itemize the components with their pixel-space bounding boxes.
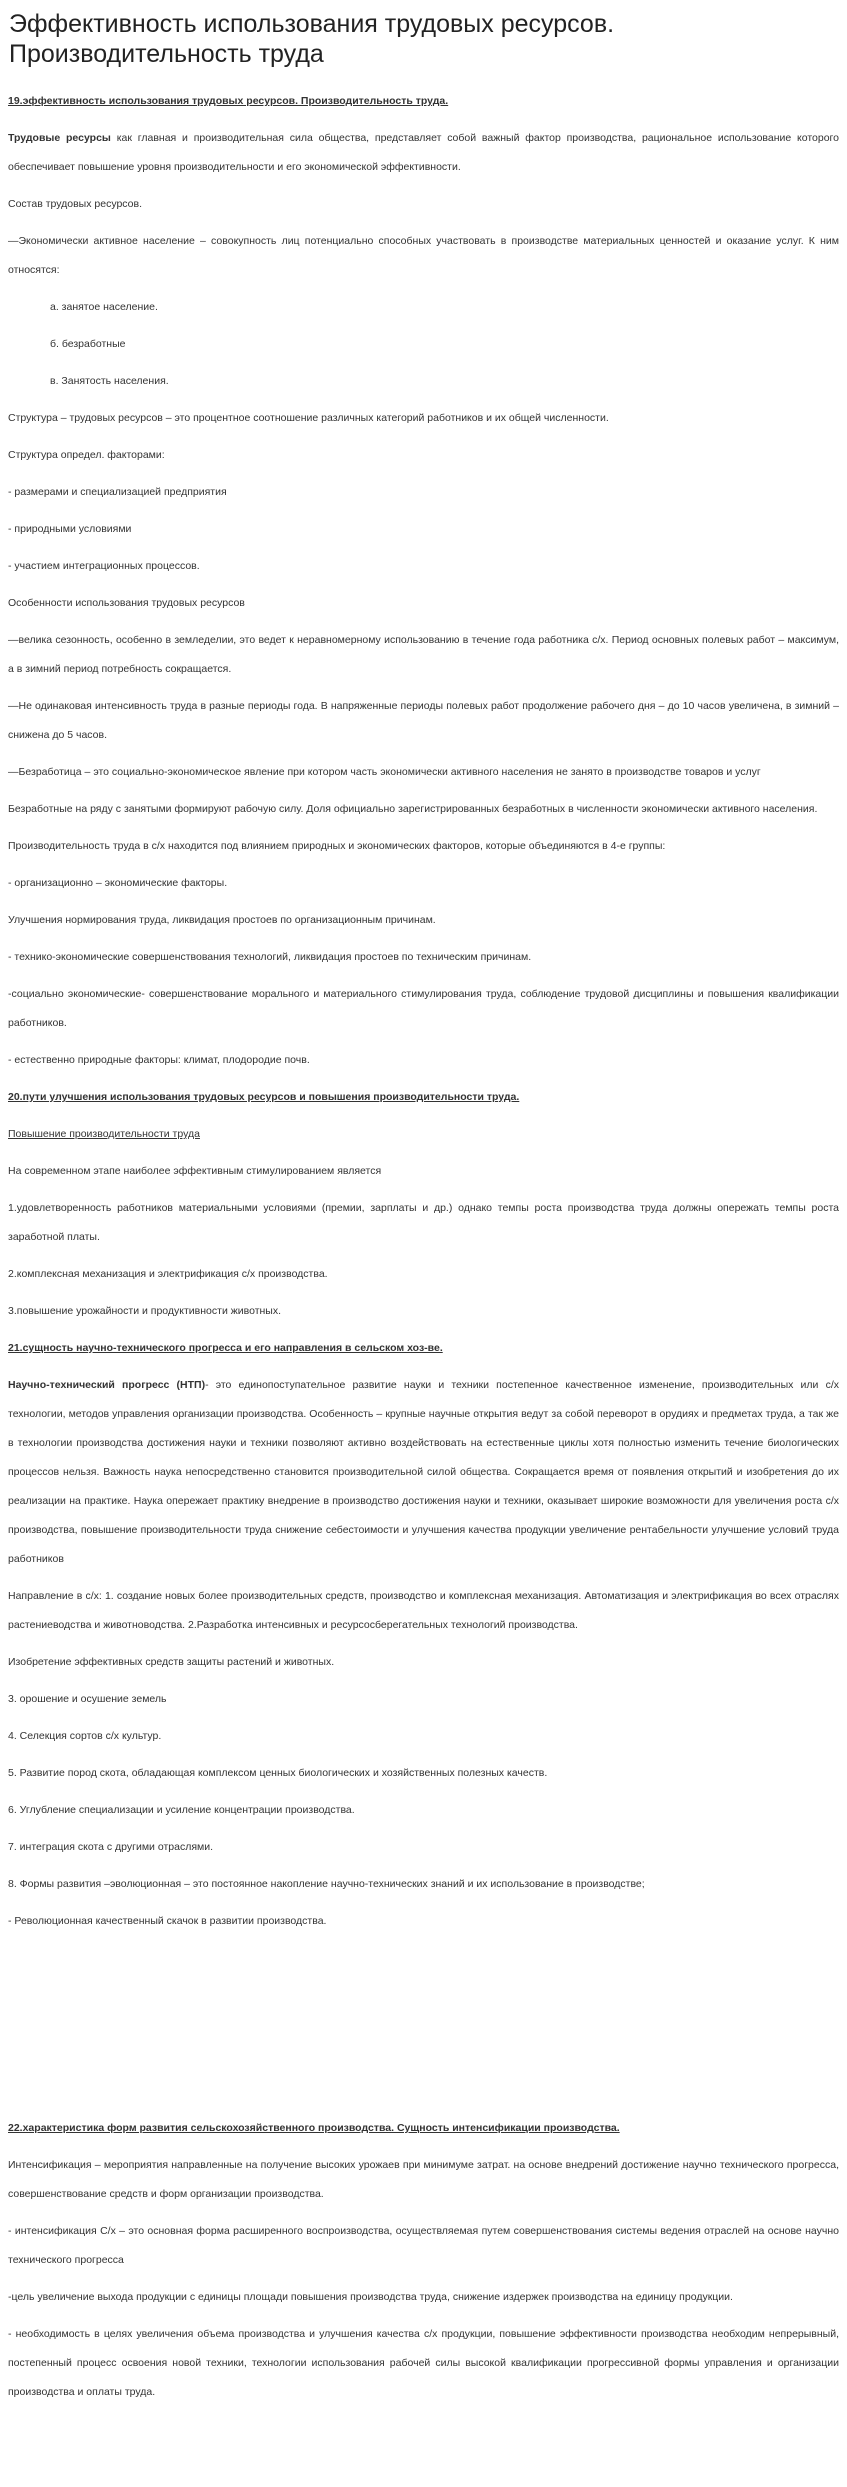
page-title: Эффективность использования трудовых ресурсов. Производительность труда <box>9 10 615 68</box>
paragraph: -цель увеличение выхода продукции с единицы площади повышения производства труда, снижение издержек производства на единицу продукции. <box>8 2291 733 2303</box>
paragraph: - естественно природные факторы: климат, плодородие почв. <box>8 1054 310 1066</box>
paragraph: 5. Развитие пород скота, обладающая комплексом ценных биологических и хозяйственных полезных качеств. <box>8 1767 548 1779</box>
paragraph: Состав трудовых ресурсов. <box>8 198 142 210</box>
term-bold: Научно-технический прогресс (НТП) <box>8 1379 206 1391</box>
section-heading: 19.эффективность использования трудовых ресурсов. Производительность труда. <box>8 95 449 107</box>
list-item: а. занятое население. <box>50 301 158 313</box>
list-item: б. безработные <box>50 338 126 350</box>
paragraph: —велика сезонность, особенно в земледелии, это ведет к неравномерному использованию в течение года работника с/х. Период основных полевых работ – максимум, а в зимний период потребность сокращается. <box>8 634 839 675</box>
blank-space <box>8 1944 839 2114</box>
paragraph: Особенности использования трудовых ресурсов <box>8 597 245 609</box>
subheading: Повышение производительности труда <box>8 1128 200 1140</box>
paragraph: -социально экономические- совершенствование морального и материального стимулирования труда, соблюдение трудовой дисциплины и повышения квалификации работников. <box>8 988 839 1029</box>
paragraph: Улучшения нормирования труда, ликвидация простоев по организационным причинам. <box>8 914 436 926</box>
paragraph-text: - это единопоступательное развитие науки и техники постепенное качественное изменение, производительных или с/х технологии, методов управления организации производства. Особенность – крупные научные открытия ведут за собой переворот в орудиях и предметах труда, а так же в технологии производства достижения науки и техники позволяют активно воздействовать на естественные циклы хотя полностью изменить течение биологических процессов нельзя. Важность наука непосредственно становится производительной силой общества. Сокращается время от появления открытий и изобретения до их реализации на практике. Наука опережает практику внедрение в производство достижения науки и техники, оказывает широкие возможности для увеличения роста с/х производства, повышение производительности труда снижение себестоимости и улучшения качества продукции увеличение рентабельности улучшение условий труда работников <box>8 1379 839 1565</box>
paragraph: Безработные на ряду с занятыми формируют рабочую силу. Доля официально зарегистрированных безработных в численности экономически активного населения. <box>8 803 818 815</box>
paragraph: - природными условиями <box>8 523 132 535</box>
paragraph: 2.комплексная механизация и электрификация с/х производства. <box>8 1268 328 1280</box>
paragraph: Интенсификация – мероприятия направленные на получение высоких урожаев при минимуме затрат. на основе внедрений достижение научно технического прогресса, совершенствование средств и форм организации производства. <box>8 2159 839 2200</box>
paragraph: 7. интеграция скота с другими отраслями. <box>8 1841 214 1853</box>
paragraph <box>8 124 839 182</box>
paragraph: - необходимость в целях увеличения объема производства и улучшения качества с/х продукции, повышение эффективности производства необходим непрерывный, постепенный процесс освоения новой техники, технологии использования рабочей силы высокой квалификации прогрессивной формы управления и организации производства и оплаты труда. <box>8 2328 839 2398</box>
list-item: в. Занятость населения. <box>50 375 169 387</box>
paragraph: Направление в с/х: 1. создание новых более производительных средств, производство и комплексная механизация. Автоматизация и электрификация во всех отраслях растениеводства и животноводства. 2.Разработка интенсивных и ресурсосберегательных технологий производства. <box>8 1590 839 1631</box>
paragraph: 6. Углубление специализации и усиление концентрации производства. <box>8 1804 355 1816</box>
section-heading: 21.сущность научно-технического прогресса и его направления в сельском хоз-ве. <box>8 1342 443 1354</box>
paragraph-text: как главная и производительная сила общества, представляет собой важный фактор производства, рациональное использование которого обеспечивает повышение уровня производительности и его экономической эффективности. <box>8 132 839 173</box>
paragraph: —Безработица – это социально-экономическое явление при котором часть экономически активного населения не занято в производстве товаров и услуг <box>8 766 761 778</box>
paragraph: Структура определ. факторами: <box>8 449 165 461</box>
paragraph: - размерами и специализацией предприятия <box>8 486 227 498</box>
paragraph: - интенсификация С/х – это основная форма расширенного воспроизводства, осуществляемая путем совершенствования системы ведения отраслей на основе научно технического прогресса <box>8 2225 839 2266</box>
paragraph: - организационно – экономические факторы. <box>8 877 228 889</box>
section-heading: 22.характеристика форм развития сельскохозяйственного производства. Сущность интенсификации производства. <box>8 2122 620 2134</box>
paragraph: - технико-экономические совершенствования технологий, ликвидация простоев по техническим причинам. <box>8 951 532 963</box>
paragraph: 3.повышение урожайности и продуктивности животных. <box>8 1305 282 1317</box>
paragraph: - Революционная качественный скачок в развитии производства. <box>8 1915 327 1927</box>
section-heading: 20.пути улучшения использования трудовых ресурсов и повышения производительности труда. <box>8 1091 520 1103</box>
paragraph: 1.удовлетворенность работников материальными условиями (премии, зарплаты и др.) однако темпы роста производства труда должны опережать темпы роста заработной платы. <box>8 1202 839 1243</box>
term-bold: Трудовые ресурсы <box>8 132 111 144</box>
paragraph: Изобретение эффективных средств защиты растений и животных. <box>8 1656 335 1668</box>
paragraph: 4. Селекция сортов с/х культур. <box>8 1730 162 1742</box>
paragraph: 3. орошение и осушение земель <box>8 1693 167 1705</box>
document-body <box>8 87 839 2407</box>
paragraph: 8. Формы развития –эволюционная – это постоянное накопление научно-технических знаний и их использование в производстве; <box>8 1878 645 1890</box>
paragraph: На современном этапе наиболее эффективным стимулированием является <box>8 1165 382 1177</box>
paragraph: Структура – трудовых ресурсов – это процентное соотношение различных категорий работников и их общей численности. <box>8 412 609 424</box>
paragraph <box>8 1371 839 1574</box>
paragraph: —Не одинаковая интенсивность труда в разные периоды года. В напряженные периоды полевых работ продолжение рабочего дня – до 10 часов увеличена, в зимний – снижена до 5 часов. <box>8 700 839 741</box>
paragraph: Производительность труда в с/х находится под влиянием природных и экономических факторов, которые объединяются в 4-е группы: <box>8 840 666 852</box>
paragraph: - участием интеграционных процессов. <box>8 560 200 572</box>
paragraph: —Экономически активное население – совокупность лиц потенциально способных участвовать в производстве материальных ценностей и оказание услуг. К ним относятся: <box>8 235 839 276</box>
